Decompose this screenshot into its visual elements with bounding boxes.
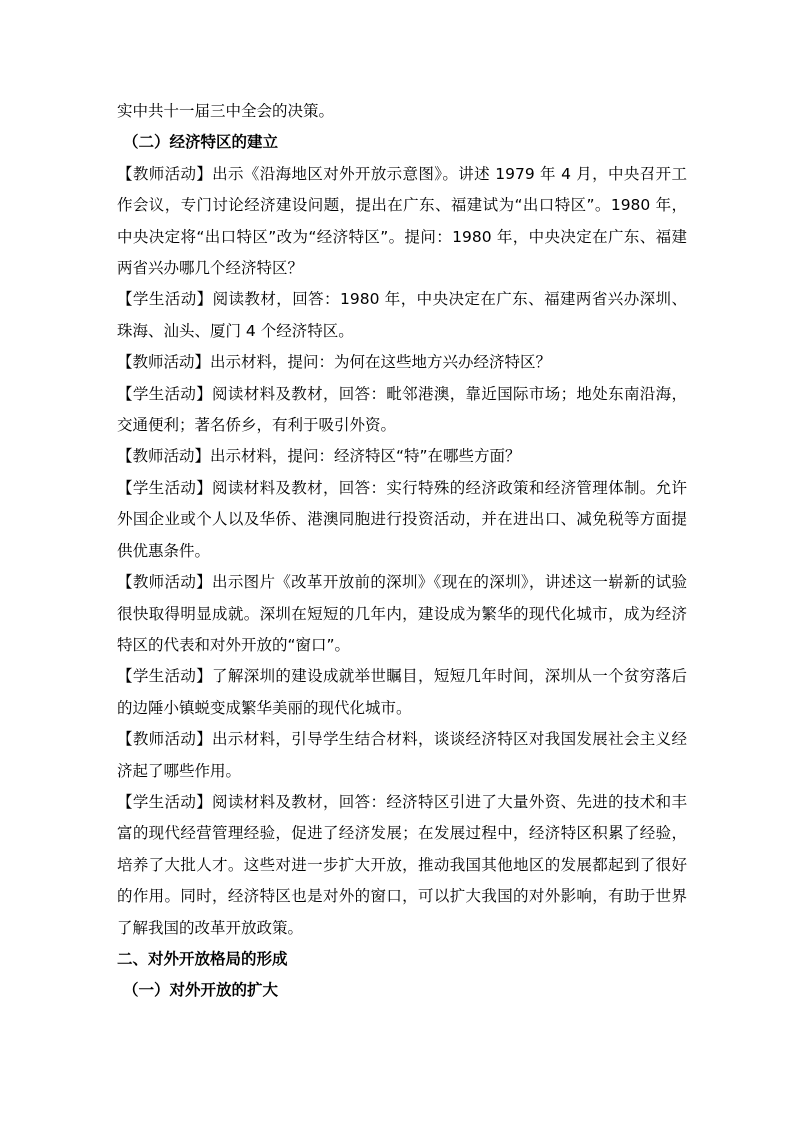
teacher-activity-paragraph: 【教师活动】出示《沿海地区对外开放示意图》。讲述 1979 年 4 月，中央召开工作会议，专门讨论经济建设问题，提出在广东、福建试为“出口特区”。1980 年，中央决定将“出口特区”改为“经济特区”。提问：1980 年，中央决定在广东、福建两省兴办哪几个经济特区？ xyxy=(117,164,687,278)
student-activity-paragraph: 【学生活动】阅读材料及教材，回答：毗邻港澳，靠近国际市场；地处东南沿海，交通便利；著名侨乡，有利于吸引外资。 xyxy=(117,384,687,435)
subsection-heading-special-economic-zones: （二）经济特区的建立 xyxy=(123,133,279,152)
student-activity-paragraph: 【学生活动】阅读材料及教材，回答：经济特区引进了大量外资、先进的技术和丰富的现代经营管理经验，促进了经济发展；在发展过程中，经济特区积累了经验，培养了大批人才。这些对进一步扩大开放，推动我国其他地区的发展都起到了很好的作用。同时，经济特区也是对外的窗口，可以扩大我国的对外影响，有助于世界了解我国的改革开放政策。 xyxy=(117,792,687,937)
teacher-activity-paragraph: 【教师活动】出示材料，提问：为何在这些地方兴办经济特区？ xyxy=(117,353,552,372)
teacher-activity-paragraph: 【教师活动】出示材料，引导学生结合材料，谈谈经济特区对我国发展社会主义经济起了哪些作用。 xyxy=(117,730,687,780)
teacher-activity-paragraph: 【教师活动】出示材料，提问：经济特区“特”在哪些方面？ xyxy=(117,447,521,466)
document-body xyxy=(117,96,687,1007)
student-activity-paragraph: 【学生活动】阅读教材，回答：1980 年，中央决定在广东、福建两省兴办深圳、珠海、汕头、厦门 4 个经济特区。 xyxy=(117,290,687,340)
teacher-activity-paragraph: 【教师活动】出示图片《改革开放前的深圳》《现在的深圳》，讲述这一崭新的试验很快取得明显成就。深圳在短短的几年内，建设成为繁华的现代化城市，成为经济特区的代表和对外开放的“窗口”。 xyxy=(117,573,687,654)
student-activity-paragraph: 【学生活动】了解深圳的建设成就举世瞩目，短短几年时间，深圳从一个贫穷落后的边陲小镇蜕变成繁华美丽的现代化城市。 xyxy=(117,667,687,717)
subsection-heading-opening-expansion: （一）对外开放的扩大 xyxy=(123,981,279,1000)
section-heading-opening-pattern: 二、对外开放格局的形成 xyxy=(117,949,288,968)
paragraph-continuation: 实中共十一届三中全会的决策。 xyxy=(117,102,335,120)
student-activity-paragraph: 【学生活动】阅读材料及教材，回答：实行特殊的经济政策和经济管理体制。允许外国企业或个人以及华侨、港澳同胞进行投资活动，并在进出口、减免税等方面提供优惠条件。 xyxy=(117,478,687,560)
